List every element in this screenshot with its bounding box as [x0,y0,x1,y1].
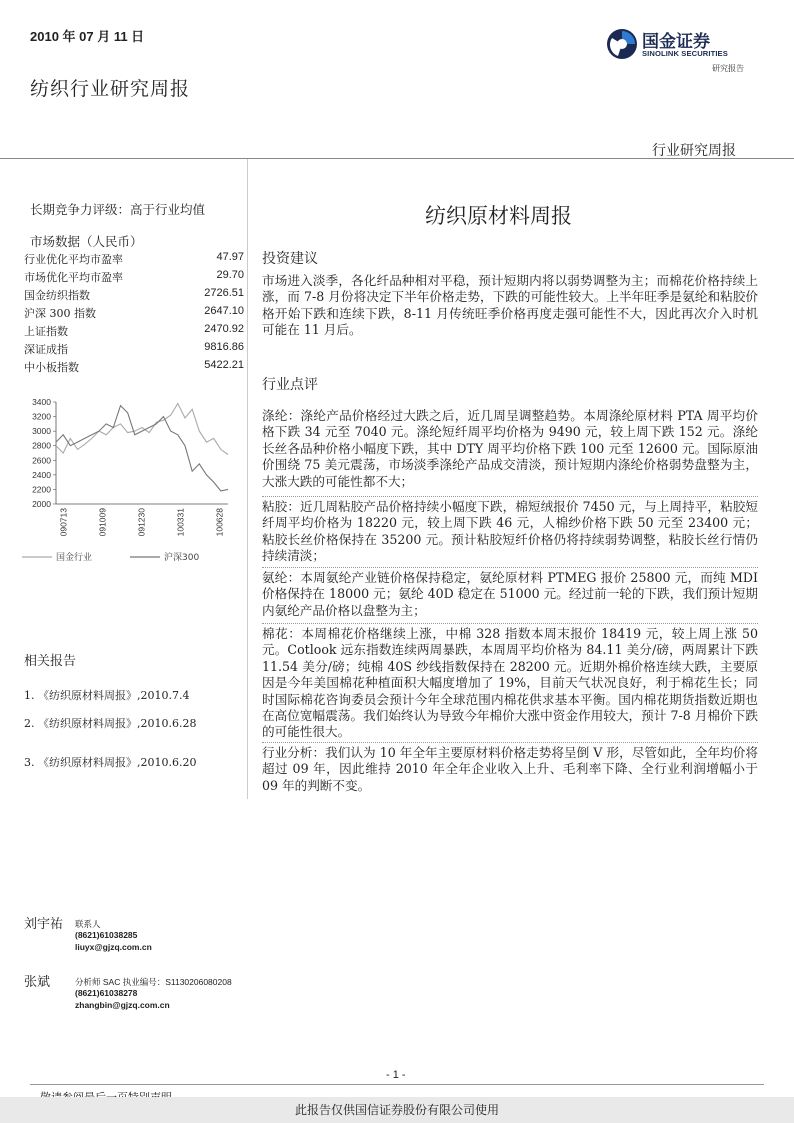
author-phone: (8621)61038285 [75,930,138,940]
polyester-paragraph: 涤纶：涤纶产品价格经过大跌之后，近几周呈调整趋势。本周涤纶原材料 PTA 周平均价格下跌 34 元至 7040 元。涤纶短纤周平均价格为 9490 元，较上周下跌 152 元。涤纶长丝各品种价格小幅度下跌，其中 DTY 周平均价格下跌 100 元至 12600 元。国际原油价围绕 75 美元震荡，市场淡季涤纶产品成交清淡，预计短期内涤纶价格弱势盘整为主，大涨大跌的可能性都不大； [262,408,758,489]
chart-y-tick-label: 2000 [32,499,51,509]
related-reports-title: 相关报告 [24,654,77,669]
market-row [24,359,244,377]
market-row-label: 上证指数 [24,325,68,338]
competitiveness-rating: 长期竞争力评级：高于行业均值 [30,202,206,217]
chart-series-line [56,406,228,491]
chart-x-tick-label: 090713 [58,508,69,537]
chart-x-tick-label: 100628 [214,508,225,537]
chart-y-tick-label: 3200 [32,411,51,422]
section-title-industry: 行业点评 [262,377,318,393]
column-divider [247,159,248,799]
market-row-value: 2470.92 [204,323,244,335]
author-role: 分析师 SAC 执业编号：S1130206080208 [75,977,232,987]
market-row-label: 深证成指 [24,343,68,356]
author-phone: (8621)61038278 [75,988,138,998]
logo-text-en: SINOLINK SECURITIES [642,49,728,58]
chart-legend-label: 国金行业 [56,553,93,563]
chart-y-tick-label: 2600 [32,455,51,466]
report-date: 2010 年 07 月 11 日 [30,29,145,44]
market-row-label: 沪深 300 指数 [24,307,96,320]
related-report-link[interactable]: 1. 《纺织原材料周报》,2010.7.4 [24,689,190,702]
logo-text-cn: 国金证券 [642,32,710,51]
market-row-label: 中小板指数 [24,361,79,374]
market-data-title: 市场数据（人民币） [30,234,143,249]
chart-series-line [56,404,228,455]
market-row-label: 国金纺织指数 [24,289,90,302]
chart-y-tick-label: 3000 [32,426,51,437]
logo-subtitle: 研究报告 [712,64,744,73]
related-report-link[interactable]: 3. 《纺织原材料周报》,2010.6.20 [24,756,197,769]
related-report-link[interactable]: 2. 《纺织原材料周报》,2010.6.28 [24,717,197,730]
market-row-value: 9816.86 [204,341,244,353]
spandex-paragraph: 氨纶：本周氨纶产业链价格保持稳定，氨纶原材料 PTMEG 报价 25800 元，而纯 MDI 价格保持在 18000 元；氨纶 40D 稳定在 51000 元。经过前一轮的下跌，我们预计短期内氨纶产品价格以盘整为主； [262,567,758,619]
market-row [24,323,244,341]
footer-disclaimer: 此报告仅供国信证券股份有限公司使用 [294,1103,499,1117]
author-email[interactable]: zhangbin@gjzq.com.cn [75,1000,170,1010]
market-row-value: 2647.10 [204,305,244,317]
chart-x-tick-label: 091009 [97,508,108,537]
report-category: 行业研究周报 [652,143,736,159]
header-divider [0,158,794,159]
chart-x-tick-label: 100331 [175,508,186,537]
document-title: 纺织原材料周报 [425,204,572,228]
market-row-value: 5422.21 [204,359,244,371]
chart-legend-label: 沪深300 [164,553,200,563]
index-comparison-chart [20,392,245,572]
viscose-paragraph: 粘胶：近几周粘胶产品价格持续小幅度下跌，棉短绒报价 7450 元，与上周持平，粘胶短纤周平均价格为 18220 元，较上周下跌 46 元，人棉纱价格下跌 50 元至 23400 元；粘胶长丝价格保持在 35200 元。预计粘胶短纤价格仍将持续弱势调整，粘胶长丝行情仍持续清淡； [262,496,758,565]
market-row [24,269,244,287]
author-email[interactable]: liuyx@gjzq.com.cn [75,942,152,952]
chart-x-tick-label: 091230 [136,508,147,537]
market-row-value: 29.70 [216,269,244,281]
market-row [24,305,244,323]
footer-divider [30,1084,764,1085]
chart-y-tick-label: 2400 [32,469,51,480]
market-row-value: 47.97 [216,251,244,263]
author-role: 联系人 [75,919,101,929]
market-row-value: 2726.51 [204,287,244,299]
chart-y-tick-label: 3400 [32,397,51,407]
market-row [24,287,244,305]
report-series-title: 纺织行业研究周报 [30,78,191,100]
market-row [24,251,244,269]
author-name: 刘宇祐 [24,917,64,932]
author-name: 张斌 [24,975,51,990]
market-row [24,341,244,359]
section-title-investment: 投资建议 [262,251,318,267]
cotton-paragraph: 棉花：本周棉花价格继续上涨，中棉 328 指数本周末报价 18419 元，较上周上涨 50 元。Cotlook 远东指数连续两周暴跌，本周周平均价格为 84.11 美分/磅，两周累计下跌 11.54 美分/磅；纯棉 40S 纱线指数保持在 28200 元。近期外棉价格连续大跌，主要原因是今年美国棉花种植面积大幅度增加了 19%，目前天气状况良好，利于棉花生长；同时国际棉花咨询委员会预计今年全球范围内棉花供求基本平衡。国内棉花期货指数近期也在高位宽幅震荡。我们始终认为导致今年棉价大涨中资金作用较大，预计 7-8 月棉价下跌的可能性很大。 [262,623,758,741]
chart-y-tick-label: 2800 [32,440,51,451]
market-row-label: 行业优化平均市盈率 [24,253,123,266]
chart-y-tick-label: 2200 [32,484,51,495]
industry-analysis-paragraph: 行业分析：我们认为 10 年全年主要原材料价格走势将呈倒 V 形，尽管如此，全年均价将超过 09 年，因此维持 2010 年全年企业收入上升、毛利率下降、全行业利润增幅小于 09 年的判断不变。 [262,742,758,794]
market-row-label: 市场优化平均市盈率 [24,271,123,284]
page-number: - 1 - [386,1069,406,1081]
investment-advice-paragraph: 市场进入淡季，各化纤品种相对平稳，预计短期内将以弱势调整为主；而棉花价格持续上涨，而 7-8 月份将决定下半年价格走势，下跌的可能性较大。上半年旺季是氨纶和粘胶价格开始下跌和连续下跌，8-11 月传统旺季价格再度走强可能性不大，因此再次介入时机可能在 11 月后。 [262,273,758,338]
